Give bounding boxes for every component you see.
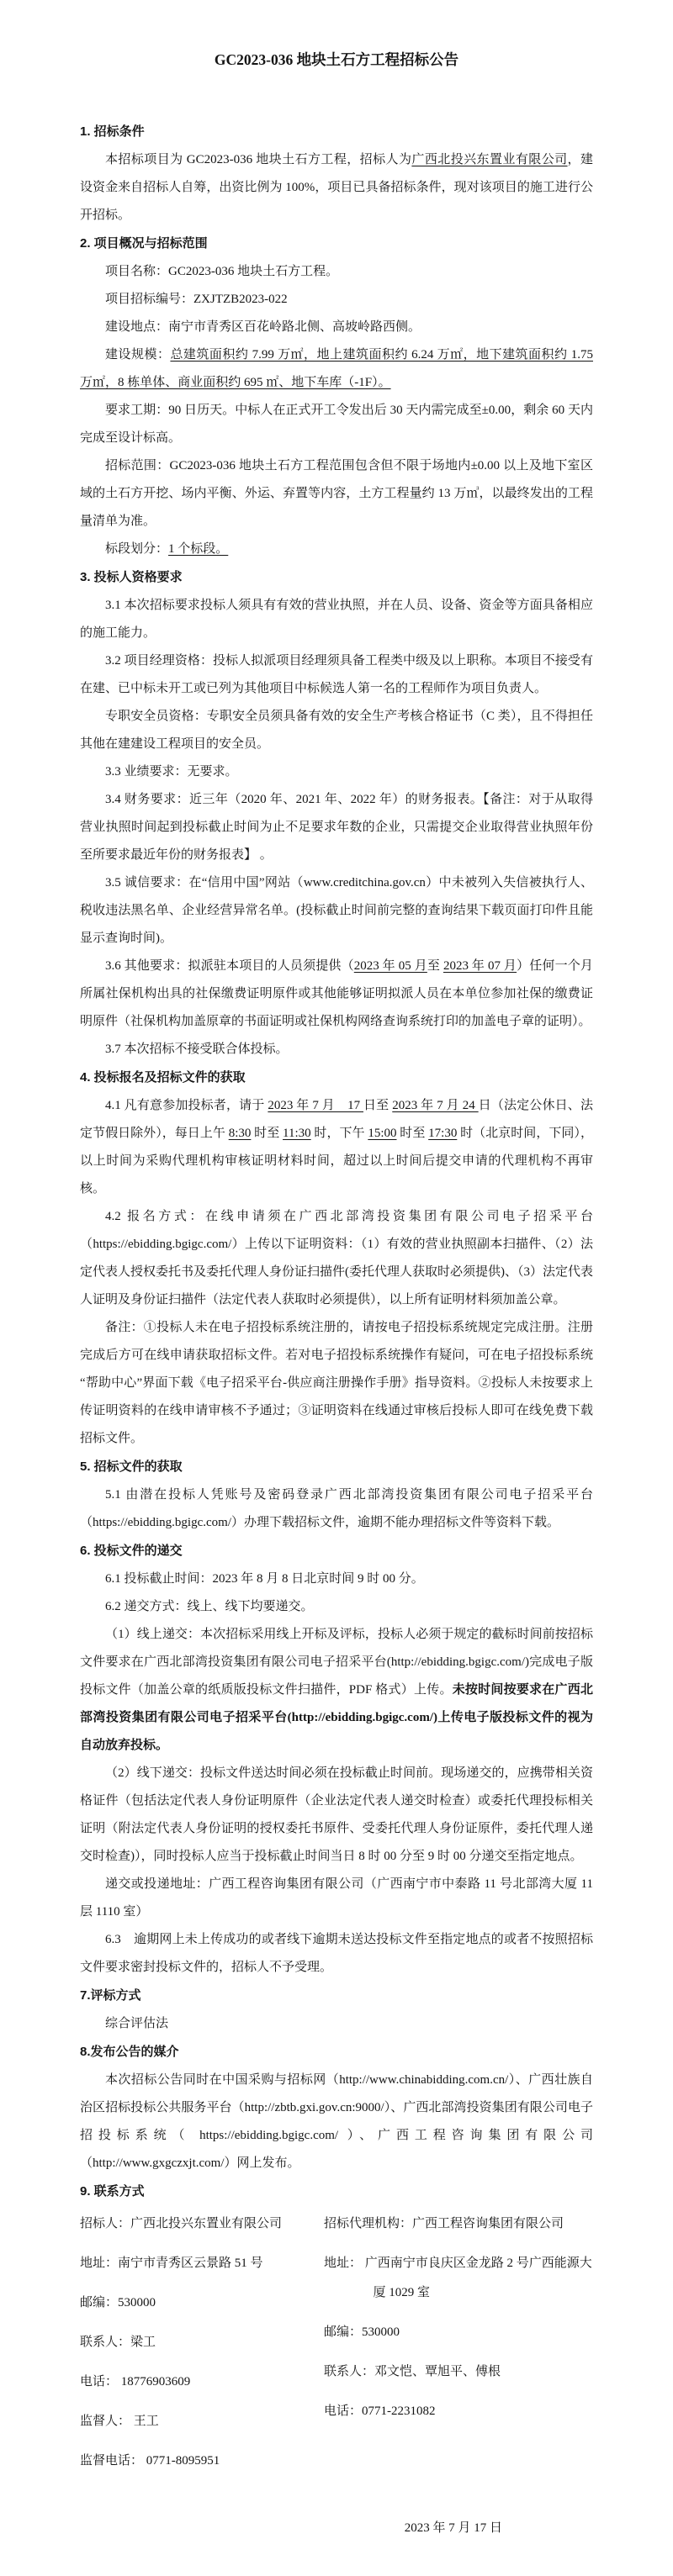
contact-left-column (80, 2209, 324, 2486)
bidder-name-underlined: 广西北投兴东置业有限公司 (411, 153, 568, 166)
clause-6-2: 6.2 递交方式：线上、线下均要递交。 (105, 1600, 314, 1613)
clause-3-3: 3.3 业绩要求：无要求。 (105, 765, 238, 779)
section-3-heading: 3. 投标人资格要求 (80, 570, 183, 584)
date-underlined: 2023 年 05 月 (353, 959, 427, 973)
scale-underlined: 总建筑面积约 7.99 万㎡，地上建筑面积约 6.24 万㎡，地下建筑面积约 1.75 万㎡，8 栋单体、商业面积约 695 ㎡、地下车库（-1F）。 (80, 348, 593, 389)
text-run: 时至 (251, 1127, 284, 1140)
text-run: （1）线上递交：本次招标采用线上开标及评标，投标人必须于规定的截标时间前按招标文件要求在广西北部湾投资集团有限公司电子招采平台(http://ebidding.bgigc.com/)完成电子版投标文件（加盖公章的纸质版投标文件扫描件，PDF 格式）上传。 (80, 1628, 593, 1697)
text-run: 至 (427, 959, 443, 973)
text-run: 时（北京时间，下同），以上时间为采购代理机构审核证明材料时间，超过以上时间后提交申请的代理机构不再审核。 (80, 1127, 593, 1196)
section-1-paragraph (80, 146, 593, 230)
clause-6-2-online (80, 1621, 593, 1760)
clause-3-2: 3.2 项目经理资格：投标人拟派项目经理须具备工程类中级及以上职称。本项目不接受有在建、已中标未开工或已列为其他项目中标候选人第一名的工程师作为项目负责人。 (80, 654, 593, 695)
project-number-line: 项目招标编号：ZXJTZB2023-022 (105, 293, 288, 306)
clause-3-5: 3.5 诚信要求：在“信用中国”网站（www.creditchina.gov.cn）中未被列入失信被执行人、税收违法黑名单、企业经营异常名单。(投标截止时间前完整的查询结果下载页面打印件且能显示查询时间)。 (80, 876, 593, 945)
clause-6-1: 6.1 投标截止时间：2023 年 8 月 8 日北京时间 9 时 00 分。 (105, 1572, 424, 1586)
lot-underlined: 1 个标段。 (168, 542, 229, 556)
agency-contact-line: 联系人：邓文恺、覃旭平、傅根 (324, 2365, 501, 2378)
bold-warning-text: 未按时间按要求在广西北部湾投资集团有限公司电子招采平台(http://ebidding.bgigc.com/)上传电子版投标文件的视为自动放弃投标。 (80, 1683, 593, 1752)
section-7-heading: 7.评标方式 (80, 1988, 141, 2003)
clause-6-2-offline: （2）线下递交：投标文件送达时间必须在投标截止时间前。现场递交的，应携带相关资格证件（包括法定代表人身份证明原件（企业法定代表人递交时检查）或委托代理投标相关证明（附法定代表人身份证明的授权委托书原件、受委托代理人身份证原件，委托代理人递交时检查)），同时投标人应当于投标截止时间当日 8 时 00 分至 9 时 00 分递交至指定地点。 (80, 1766, 593, 1863)
clause-safety-officer: 专职安全员资格：专职安全员须具备有效的安全生产考核合格证书（C 类），且不得担任其他在建建设工程项目的安全员。 (80, 710, 593, 751)
clause-3-7: 3.7 本次招标不接受联合体投标。 (105, 1043, 289, 1056)
agency-line: 招标代理机构：广西工程咨询集团有限公司 (324, 2217, 564, 2230)
text-run: ）任何一个月所属社保机构出具的社保缴费证明原件或其他能够证明拟派人员在本单位参加社保的缴费证明原件（社保机构加盖原章的书面证明或社保机构网络查询系统打印的加盖电子章的证明）。 (80, 959, 593, 1028)
tenderer-line: 招标人：广西北投兴东置业有限公司 (80, 2217, 283, 2230)
lot-division-line (80, 536, 593, 563)
clause-5-1: 5.1 由潜在投标人凭账号及密码登录广西北部湾投资集团有限公司电子招采平台（https://ebidding.bgigc.com/）办理下载招标文件，逾期不能办理招标文件等资料下载。 (80, 1488, 593, 1529)
text-run: 时，下午 (310, 1127, 368, 1140)
agency-phone-line: 电话：0771-2231082 (324, 2404, 436, 2418)
clause-3-4: 3.4 财务要求：近三年（2020 年、2021 年、2022 年）的财务报表。【备注：对于从取得营业执照时间起到投标截止时间为止不足要求年数的企业，只需提交企业取得营业执照年份至所要求最近年份的财务报表】 。 (80, 793, 593, 862)
clause-4-note: 备注：①投标人未在电子招投标系统注册的，请按电子招投标系统规定完成注册。注册完成后方可在线申请获取招标文件。若对电子招投标系统操作有疑问，可在电子招投标系统 “帮助中心”界面下载《电子招采平台-供应商注册操作手册》指导资料。②投标人未按要求上传证明资料的在线申请审核不予通过；③证明资料在线通过审核后投标人即可在线免费下载招标文件。 (80, 1321, 593, 1445)
text-run: ，建设资金来自招标人自筹，出资比例为 100%，项目已具备招标条件，现对该项目的施工进行公开招标。 (80, 153, 593, 222)
tenderer-phone-line: 电话： 18776903609 (80, 2375, 191, 2389)
date-underlined: 2023 年 7 月 24 (392, 1099, 479, 1112)
tenderer-postcode-line: 邮编：530000 (80, 2296, 156, 2309)
text-run: 4.1 凡有意参加投标者，请于 (105, 1099, 268, 1112)
text-run: 本招标项目为 GC2023-036 地块土石方工程，招标人为 (105, 153, 412, 166)
project-name-line: 项目名称：GC2023-036 地块土石方工程。 (105, 265, 339, 278)
announcement-media-paragraph: 本次招标公告同时在中国采购与招标网（http://www.chinabidding.com.cn/）、广西壮族自治区招标投标公共服务平台（http://zbtb.gxi.gov.cn:9000/）、广西北部湾投资集团有限公司电子招投标系统（ https://ebidding.bgigc.com/ ）、广西工程咨询集团有限公司（http://www.gxgczxjt.com/）网上发布。 (80, 2073, 593, 2170)
delivery-address-line: 递交或投递地址：广西工程咨询集团有限公司（广西南宁市中泰路 11 号北部湾大厦 11 层 1110 室） (80, 1877, 593, 1919)
clause-3-6 (80, 953, 593, 1036)
section-8-heading: 8.发布公告的媒介 (80, 2045, 179, 2059)
supervisor-line: 监督人： 王工 (80, 2415, 159, 2428)
project-location-line: 建设地点：南宁市青秀区百花岭路北侧、高坡岭路西侧。 (105, 320, 421, 334)
time-underlined: 15:00 (368, 1127, 397, 1140)
agency-address-line: 地址： 广西南宁市良庆区金龙路 2 号广西能源大厦 1029 室 (324, 2257, 592, 2299)
clause-4-2: 4.2 报名方式：在线申请须在广西北部湾投资集团有限公司电子招采平台（https://ebidding.bgigc.com/）上传以下证明资料：（1）有效的营业执照副本扫描件、（2）法定代表人授权委托书及委托代理人身份证扫描件(委托代理人获取时必须提供)、（3）法定代表人证明及身份证扫描件（法定代表人获取时必须提供），以上所有证明材料须加盖公章。 (80, 1210, 593, 1306)
text-run: 建设规模： (105, 348, 171, 362)
time-underlined: 8:30 (228, 1127, 252, 1140)
section-9-heading: 9. 联系方式 (80, 2184, 145, 2199)
evaluation-method-line: 综合评估法 (105, 2017, 169, 2030)
section-5-heading: 5. 招标文件的获取 (80, 1460, 183, 1474)
text-run: 3.6 其他要求：拟派驻本项目的人员须提供（ (105, 959, 354, 973)
project-scale-line (80, 341, 593, 397)
clause-6-3: 6.3 逾期网上未上传成功的或者线下逾期未送达投标文件至指定地点的或者不按照招标文件要求密封投标文件的，招标人不予受理。 (80, 1933, 593, 1974)
time-underlined: 11:30 (283, 1127, 311, 1140)
section-2-heading: 2. 项目概况与招标范围 (80, 236, 208, 251)
doc-title: GC2023-036 地块土石方工程招标公告 (214, 51, 459, 68)
supervisor-phone-line: 监督电话： 0771-8095951 (80, 2454, 220, 2468)
time-underlined: 17:30 (428, 1127, 458, 1140)
contact-right-column (324, 2209, 593, 2486)
project-duration-line: 要求工期：90 日历天。中标人在正式开工令发出后 30 天内需完成至±0.00，剩余 60 天内完成至设计标高。 (80, 404, 593, 445)
tenderer-contact-line: 联系人：梁工 (80, 2336, 156, 2349)
text-run: 日至 (363, 1099, 393, 1112)
contact-info-columns (80, 2209, 593, 2486)
bidding-scope-line: 招标范围：GC2023-036 地块土石方工程范围包含但不限于场地内±0.00 以上及地下室区域的土石方开挖、场内平衡、外运、弃置等内容，土方工程量约 13 万㎥，以最终发出的工程量清单为准。 (80, 459, 593, 528)
section-4-heading: 4. 投标报名及招标文件的获取 (80, 1070, 246, 1085)
tenderer-address-line: 地址：南宁市青秀区云景路 51 号 (80, 2257, 263, 2270)
date-underlined: 2023 年 07 月 (442, 959, 517, 973)
section-1-heading: 1. 招标条件 (80, 124, 145, 139)
date-underlined: 2023 年 7 月 17 (268, 1099, 364, 1112)
section-6-heading: 6. 投标文件的递交 (80, 1544, 183, 1558)
text-run: 标段划分： (105, 542, 169, 556)
text-run: 时至 (396, 1127, 429, 1140)
clause-3-1: 3.1 本次招标要求投标人须具有有效的营业执照，并在人员、设备、资金等方面具备相应的施工能力。 (80, 599, 593, 640)
text-run: 日（法定公休日、法定节假日除外），每日上午 (80, 1099, 593, 1140)
announcement-date: 2023 年 7 月 17 日 (404, 2521, 502, 2535)
agency-postcode-line: 邮编：530000 (324, 2325, 400, 2339)
clause-4-1 (80, 1092, 593, 1203)
